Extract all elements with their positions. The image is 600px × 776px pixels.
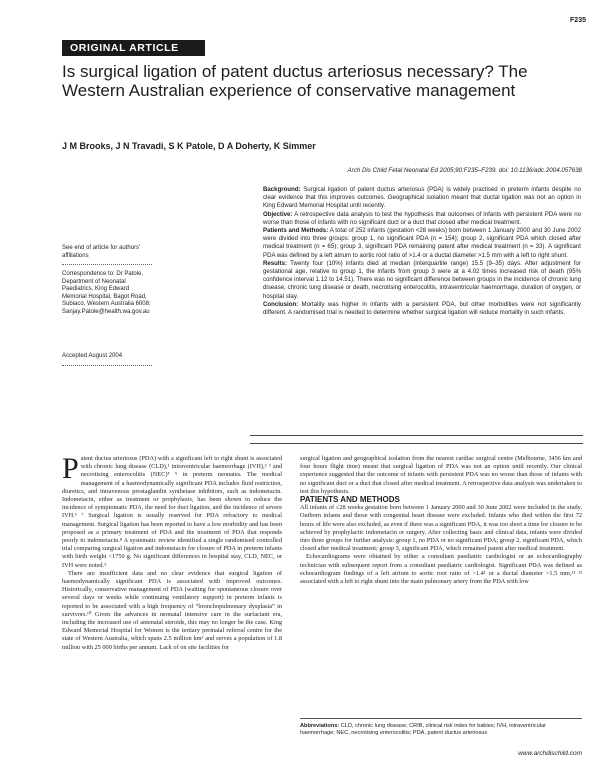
abstract-results-text: Twenty four (10%) infants died at median (interquartile range) 15.5 (9–35) days. After adjustment for gestational age, relative to group 1, the infants from group 3 were at a 4.02 times increased risk of death (95% confidence interval 1.12 to 14.51). There was no significant difference between groups in the incidence of chronic lung disease, chronic lung disease or death, necrotising enterocolitis, intraventricular haemorrhage, duration of oxygen, or hospital stay. — [263, 259, 581, 300]
body-paragraph: Echocardiograms were obtained by either a consultant paediatric cardiologist or an echocardiography technician with subsequent report from a consultant paediatric cardiologist. Significant PDA was defined as echocardiogram findings of a left atrium to aortic root ratio of >1.4¹ or a ductal diameter >1.5 mm,¹¹ ¹² associated with a left to right shunt into the main pulmonary artery from the PDA with low — [300, 553, 582, 586]
correspondence-block: Correspondence to: Dr Patole, Department of Neonatal Paediatrics, King Edward Memorial Hospital, Bagot Road, Subiaco, Western Australia 6008; Sanjay.Patole@health.wa.gov.au — [62, 271, 151, 315]
citation-line: Arch Dis Child Fetal Neonatal Ed 2005;90:F235–F239. doi: 10.1136/adc.2004.057638 — [347, 167, 582, 174]
body-paragraph: There are insufficient data and no clear evidence that surgical ligation of haemodynamically significant PDA is associated with improved outcomes. Historically, conservative management of PDA (waiting for spontaneous closure over several days or weeks while continuing ventilatory support) in preterm infants is reported to be associated with a high frequency of “bronchopulmonary dysplasia” in survivors.¹⁰ Given the advances in neonatal intensive care in the surfactant era, including the increased use of antenatal steroids, this may no longer be the case. King Edward Memorial Hospital for Women is the tertiary perinatal referral centre for the state of Western Australia, which spans 2.5 million km² and serves a population of 1.8 million with 25 000 births per annum. Lack of on site facilities for — [62, 569, 282, 651]
section-heading: PATIENTS AND METHODS — [300, 495, 400, 505]
abstract-background-text: Surgical ligation of patent ductus arteriosus (PDA) is widely practised in preterm infants despite no clear evidence that this improves outcomes. Geographical isolation meant that ductal ligation was not an option in King Edward Memorial Hospital until recently. — [263, 186, 581, 210]
body-paragraph — [62, 452, 282, 570]
abstract-rule — [250, 435, 583, 436]
article-type-banner — [62, 40, 205, 56]
abstract-background-label: Background: — [263, 186, 301, 193]
accepted-date: Accepted August 2004 — [62, 353, 123, 359]
abbreviations-text: CLD, chronic lung disease; CRIB, clinical risk index for babies; IVH, intraventricular haemorrhage; NEC, necrotising enterocolitis; PDA, patent ductus arteriosus — [300, 723, 546, 736]
article-title: Is surgical ligation of patent ductus arteriosus necessary? The Western Australian experience of conservative management — [62, 62, 528, 100]
journal-url[interactable]: www.archdischild.com — [518, 750, 582, 757]
abstract-objective-text: A retrospective data analysis to test the hypothesis that outcomes of infants with persistent PDA were no worse than those of infants with no significant duct or a duct that closed after medical treatment. — [263, 210, 582, 226]
drop-cap: P — [62, 452, 79, 485]
abstract-methods — [263, 227, 581, 260]
abstract-objective — [263, 211, 581, 227]
abstract-background — [263, 186, 581, 211]
abstract-results — [263, 260, 581, 301]
author-list: J M Brooks, J N Travadi, S K Patole, D A Doherty, K Simmer — [62, 141, 316, 151]
body-column-right — [300, 455, 582, 586]
abbreviations-rule — [300, 718, 582, 719]
body-paragraph: All infants of ≤28 weeks gestation born between 1 January 2000 and 30 June 2002 were included in the study. Outborn infants and those with congenital heart disease were excluded. Infants who died within the first 72 hours of life were also excluded, as even if there was a significant PDA, it was too short a time for closure to be achieved by prophylactic indometacin or surgery. After collecting basic and clinical data, infants were divided into three groups for further analysis: group 1, no PDA or no significant PDA; group 2, significant PDA, which closed after medical treatment; group 3, significant PDA, which remained patent after medical treatment. — [300, 504, 582, 553]
body-column-left — [62, 452, 282, 652]
abstract-methods-text: A total of 252 infants (gestation <28 weeks) born between 1 January 2000 and 30 June 2002 were divided into three groups: group 1, no significant PDA (n = 154); group 2, significant PDA which closed after medical treatment (n = 65); group 3, significant PDA remaining patent after medical treatment (n = 33). A significant PDA was defined by a left atrium to aortic root ratio of >1.4 or a ductal diameter >1.5 mm with a left to right shunt. — [263, 227, 581, 259]
abstract — [263, 186, 581, 317]
body-paragraph: surgical ligation and geographical isolation from the nearest cardiac surgical centre (Melbourne, 3456 km and four hours flight time) meant that surgical ligation of PDA was not an option until recently. Our clinical experience suggested that the outcome of infants with persistent PDA was no worse than those of infants with no significant duct or a duct that closed after medical treatment. A retrospective data analysis was undertaken to test this hypothesis. — [300, 455, 582, 495]
body-paragraph-text: atent ductus arteriosus (PDA) with a significant left to right shunt is associated with chronic lung disease (CLD),¹ intraventricular haemorrhage (IVH),² ³ and necrotising enterocolitis (NEC)⁴ ⁵ in preterm neonates. The medical management of a haemodynamically significant PDA includes fluid restriction, diuretics, and intravenous prostaglandin synthetase inhibitors, such as indometacin. Indometacin, either as treatment or prophylaxis, has been shown to reduce the incidence of symptomatic PDA, the need for duct ligation, and the incidence of severe IVH.⁶ ⁷ Surgical ligation is usually reserved for PDA refractory to medical management. Surgical ligation has been reported to have a low morbidity and has been proposed as a primary treatment of PDA and the treatment of PDA that responds poorly to indometacin.⁸ A systematic review identified a single randomised controlled trial comparing surgical ligation and indometacin for closure of PDA in preterm infants with birth weight <1750 g. No significant differences in hospital stay, CLD, NEC, or IVH were noted.⁹ — [62, 455, 282, 569]
abstract-rule — [250, 443, 583, 444]
abstract-results-label: Results: — [263, 259, 288, 267]
abstract-conclusion-label: Conclusion: — [263, 300, 299, 308]
article-type-label: ORIGINAL ARTICLE — [70, 42, 179, 54]
affiliations-note: See end of article for authors' affiliations — [62, 245, 141, 259]
abstract-methods-label: Patients and Methods: — [263, 227, 329, 235]
page-number: F235 — [570, 17, 586, 24]
abbreviations — [300, 723, 582, 737]
sidebar-divider — [62, 264, 152, 265]
abstract-objective-label: Objective: — [263, 210, 293, 218]
sidebar-divider — [62, 365, 152, 366]
abstract-conclusion — [263, 301, 581, 317]
abstract-conclusion-text: Mortality was higher in infants with a persistent PDA, but other morbidities were not significantly different. A randomised trial is needed to determine whether surgical ligation will reduce mortality in such infants. — [263, 300, 581, 317]
abbreviations-label: Abbreviations: — [300, 723, 340, 729]
